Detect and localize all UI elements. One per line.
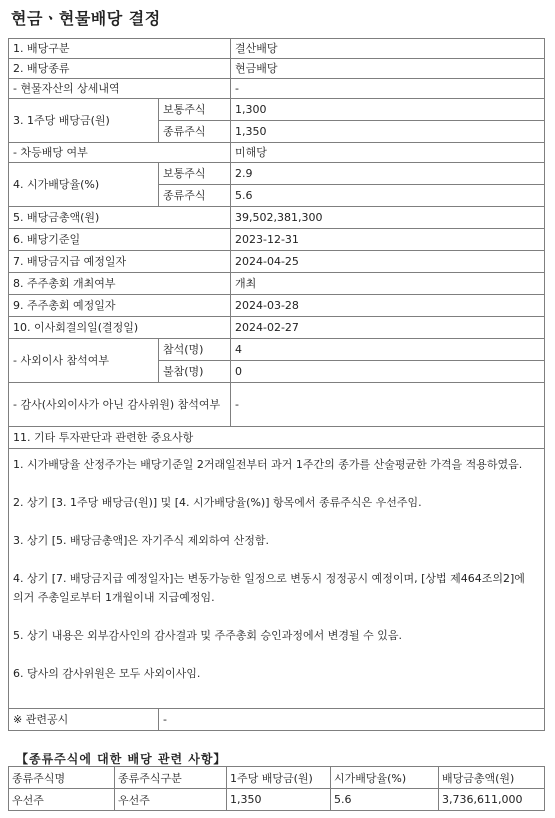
column-header: 종류주식명 [9, 767, 115, 789]
row-value: 1,300 [231, 99, 545, 121]
row-label: - 차등배당 여부 [9, 143, 231, 163]
row-sublabel: 보통주식 [159, 99, 231, 121]
note-item: 3. 상기 [5. 배당금총액]은 자기주식 제외하여 산정함. [13, 534, 269, 547]
row-value: - [231, 79, 545, 99]
page-title: 현금ㆍ현물배당 결정 [11, 9, 161, 28]
table-row [9, 99, 545, 121]
note-item: 5. 상기 내용은 외부감사인의 감사결과 및 주주총회 승인과정에서 변경될 수 있음. [13, 629, 402, 642]
table-row [9, 273, 545, 295]
table-row [9, 709, 545, 731]
table-row [9, 427, 545, 449]
dividend-decision-table [8, 38, 545, 731]
row-value: - [231, 383, 545, 427]
preferred-stock-table [8, 766, 545, 811]
row-label: 7. 배당금지급 예정일자 [9, 251, 231, 273]
table-row [9, 383, 545, 427]
note-item: 2. 상기 [3. 1주당 배당금(원)] 및 [4. 시가배당율(%)] 항목에서 종류주식은 우선주임. [13, 496, 422, 509]
note-item: 4. 상기 [7. 배당금지급 예정일자]는 변동가능한 일정으로 변동시 정정공시 예정이며, [상법 제464조의2]에 의거 주총일로부터 1개월이내 지급예정임. [13, 572, 525, 604]
row-value: 5.6 [231, 185, 545, 207]
table-cell: 3,736,611,000 [439, 789, 545, 811]
column-header: 종류주식구분 [115, 767, 227, 789]
row-sublabel: 종류주식 [159, 185, 231, 207]
table-cell: 우선주 [9, 789, 115, 811]
row-label: 3. 1주당 배당금(원) [9, 99, 159, 143]
row-value: 개최 [231, 273, 545, 295]
row-sublabel: 불참(명) [159, 361, 231, 383]
row-value: 1,350 [231, 121, 545, 143]
row-label: 5. 배당금총액(원) [9, 207, 231, 229]
row-value: 결산배당 [231, 39, 545, 59]
row-label: 8. 주주총회 개최여부 [9, 273, 231, 295]
table-row [9, 449, 545, 709]
row-value: 2023-12-31 [231, 229, 545, 251]
table-header-row [9, 767, 545, 789]
row-label: 6. 배당기준일 [9, 229, 231, 251]
row-label: 1. 배당구분 [9, 39, 231, 59]
row-value: 2024-03-28 [231, 295, 545, 317]
row-value: 0 [231, 361, 545, 383]
note-item: 6. 당사의 감사위원은 모두 사외이사임. [13, 667, 201, 680]
table-row [9, 39, 545, 59]
row-label: 4. 시가배당율(%) [9, 163, 159, 207]
row-label: 2. 배당종류 [9, 59, 231, 79]
table-row [9, 295, 545, 317]
row-label: - 사외이사 참석여부 [9, 339, 159, 383]
row-sublabel: 종류주식 [159, 121, 231, 143]
column-header: 시가배당율(%) [331, 767, 439, 789]
table-row [9, 207, 545, 229]
row-value: 2.9 [231, 163, 545, 185]
row-label: ※ 관련공시 [9, 709, 159, 731]
row-value: - [159, 709, 545, 731]
table-cell: 5.6 [331, 789, 439, 811]
row-value: 미해당 [231, 143, 545, 163]
row-label: - 감사(사외이사가 아닌 감사위원) 참석여부 [9, 383, 231, 427]
row-label: - 현물자산의 상세내역 [9, 79, 231, 99]
table-row [9, 317, 545, 339]
note-item: 1. 시가배당율 산정주가는 배당기준일 2거래일전부터 과거 1주간의 종가를 산술평균한 가격을 적용하였음. [13, 458, 523, 471]
table-row [9, 163, 545, 185]
table-row [9, 229, 545, 251]
notes-cell [9, 449, 545, 709]
column-header: 1주당 배당금(원) [227, 767, 331, 789]
row-sublabel: 보통주식 [159, 163, 231, 185]
table-cell: 1,350 [227, 789, 331, 811]
row-label: 10. 이사회결의일(결정일) [9, 317, 231, 339]
table-row [9, 79, 545, 99]
table-row [9, 251, 545, 273]
table-row [9, 143, 545, 163]
table-row [9, 59, 545, 79]
row-value: 2024-02-27 [231, 317, 545, 339]
table-row [9, 339, 545, 361]
column-header: 배당금총액(원) [439, 767, 545, 789]
row-value: 현금배당 [231, 59, 545, 79]
row-label: 11. 기타 투자판단과 관련한 중요사항 [9, 427, 545, 449]
row-label: 9. 주주총회 예정일자 [9, 295, 231, 317]
row-value: 2024-04-25 [231, 251, 545, 273]
row-sublabel: 참석(명) [159, 339, 231, 361]
row-value: 4 [231, 339, 545, 361]
section-title: 【종류주식에 대한 배당 관련 사항】 [16, 752, 227, 766]
table-cell: 우선주 [115, 789, 227, 811]
table-row [9, 789, 545, 811]
row-value: 39,502,381,300 [231, 207, 545, 229]
